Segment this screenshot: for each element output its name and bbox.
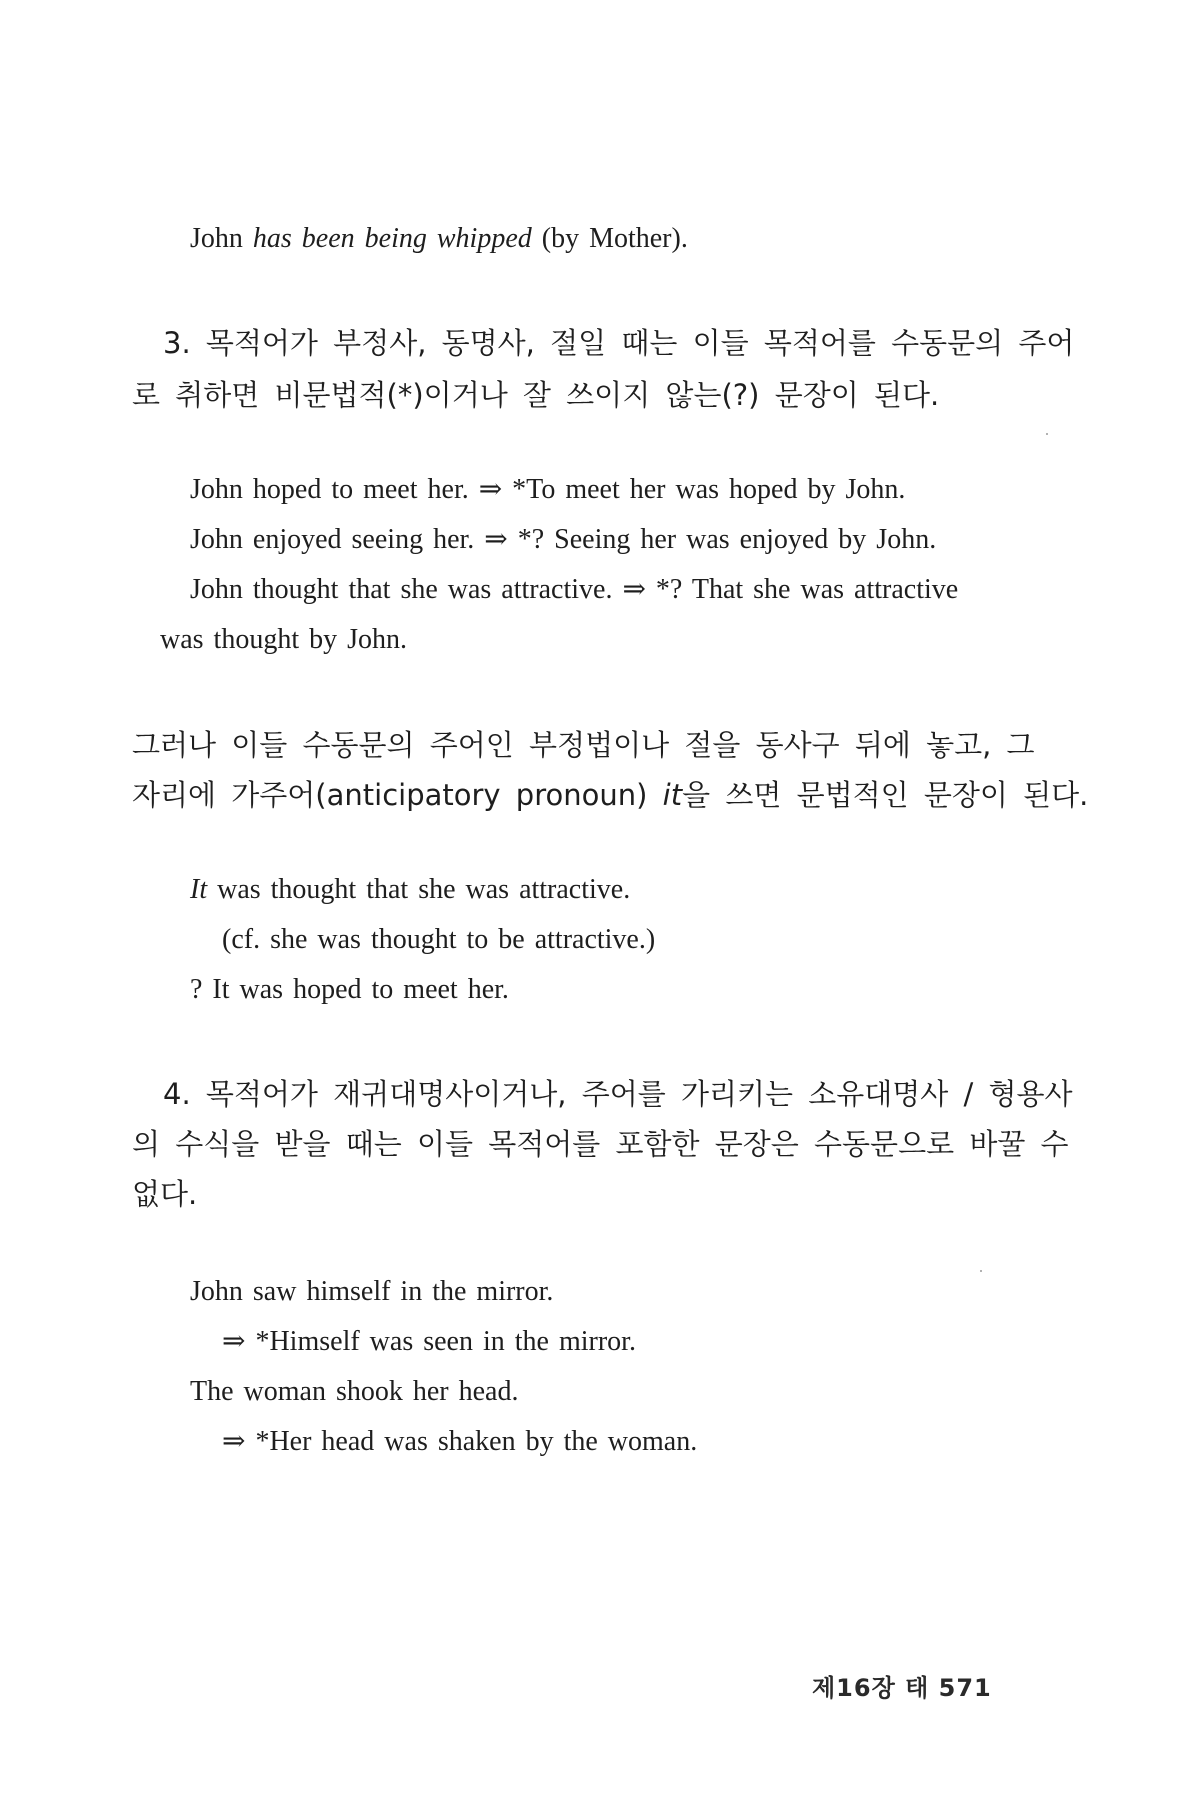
section-4-line-3: 없다. [132, 1177, 198, 1211]
example-sentence-continued: was thought by John. [160, 624, 407, 655]
example-sentence: The woman shook her head. [190, 1376, 519, 1407]
scan-speck [1046, 433, 1048, 435]
paragraph-text: 을 쓰면 문법적인 문장이 된다. [682, 778, 1089, 812]
section-3-line-1: 3. 목적어가 부정사, 동명사, 절일 때는 이들 목적어를 수동문의 주어 [163, 326, 1075, 360]
example-subject: John [190, 223, 253, 254]
italic-term: It [190, 874, 208, 905]
page-number-footer: 제16장 태 571 [812, 1674, 992, 1702]
example-sentence: John hoped to meet her. ⇒ *To meet her was hoped by John. [190, 474, 906, 505]
example-verb-italic: has been being whipped [252, 223, 532, 254]
example-sentence: John thought that she was attractive. ⇒ *? That she was attractive [190, 574, 959, 605]
paragraph-line-2 [132, 778, 1088, 812]
section-4-line-1: 4. 목적어가 재귀대명사이거나, 주어를 가리키는 소유대명사 / 형용사 [163, 1077, 1073, 1111]
section-4-line-2: 의 수식을 받을 때는 이들 목적어를 포함한 문장은 수동문으로 바꿀 수 [132, 1127, 1069, 1161]
italic-term: it [662, 778, 683, 812]
paragraph-text: 자리에 가주어(anticipatory pronoun) [132, 778, 663, 812]
example-note: (cf. she was thought to be attractive.) [222, 924, 656, 955]
example-sentence [190, 873, 630, 907]
example-sentence [190, 222, 688, 256]
example-agent: (by Mother). [531, 223, 688, 254]
example-sentence: John enjoyed seeing her. ⇒ *? Seeing her was enjoyed by John. [190, 524, 937, 555]
example-text: was thought that she was attractive. [207, 874, 631, 905]
example-sentence: ? It was hoped to meet her. [190, 974, 509, 1005]
section-3-line-2: 로 취하면 비문법적(*)이거나 잘 쓰이지 않는(?) 문장이 된다. [132, 378, 940, 412]
example-sentence: ⇒ *Her head was shaken by the woman. [222, 1426, 698, 1457]
example-sentence: John saw himself in the mirror. [190, 1276, 554, 1307]
paragraph-line-1: 그러나 이들 수동문의 주어인 부정법이나 절을 동사구 뒤에 놓고, 그 [132, 728, 1035, 762]
example-sentence: ⇒ *Himself was seen in the mirror. [222, 1326, 636, 1357]
scan-speck [980, 1270, 982, 1272]
